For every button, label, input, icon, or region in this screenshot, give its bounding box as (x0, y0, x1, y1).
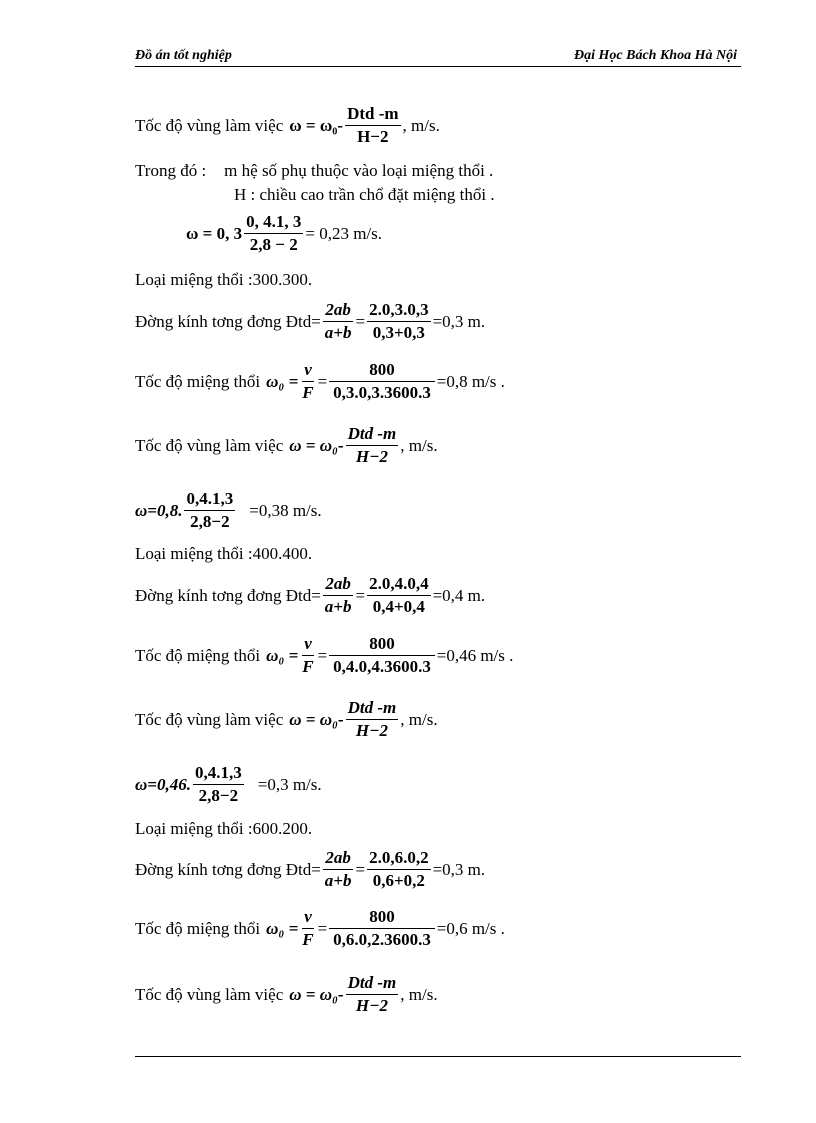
fraction (346, 973, 399, 1016)
numerator: 2ab (323, 848, 353, 870)
diameter-line-3: Đờng kính tơng đơng Đtd= $\frac{2ab}{a+b}$ = $\frac{2.0,6.0,2}{0,6+0,2}$ =0,3 m. (135, 848, 486, 890)
unit: , m/s. (402, 115, 440, 135)
denominator: 0,4+0,4 (372, 597, 425, 616)
numerator: v (302, 907, 314, 929)
numerator: 2ab (323, 574, 353, 596)
label: Đờng kính tơng đơng Đtd= (135, 585, 321, 605)
fraction (300, 360, 315, 403)
label: Tốc độ miệng thổi (135, 645, 261, 665)
unit: , m/s. (400, 984, 438, 1004)
where-label: Trong đó : (135, 161, 207, 180)
denominator: H−2 (355, 447, 388, 466)
denominator: 0,3+0,3 (372, 323, 425, 342)
denominator: a+b (324, 597, 352, 616)
lhs: ω₀ = (266, 645, 299, 665)
result: =0,3 m/s. (257, 774, 322, 794)
section-400 (135, 544, 312, 564)
numerator: Dtd -m (346, 698, 399, 720)
result: = 0,23 m/s. (305, 223, 383, 243)
denominator: 2,8−2 (190, 512, 230, 531)
fraction (184, 489, 235, 532)
header-left: Đồ án tốt nghiệp (135, 48, 232, 63)
velocity-line-3: Tốc độ miệng thổi ω₀ = $\frac{v}{F}$ = $\frac{800}{0,6.0,2.3600.3}$ =0,6 m/s . (135, 907, 505, 949)
page-header (135, 46, 741, 67)
numerator: 2ab (323, 300, 353, 322)
fraction (193, 763, 244, 806)
denominator: F (302, 383, 314, 402)
denominator: F (302, 930, 314, 949)
lhs: ω = 0, 3 (186, 223, 243, 243)
label: Đờng kính tơng đơng Đtd= (135, 859, 321, 879)
section-title: Loại miệng thổi :300.300. (135, 270, 313, 289)
fraction (323, 300, 354, 343)
fraction (323, 848, 354, 891)
unit: , m/s. (400, 435, 438, 455)
label: Tốc độ miệng thổi (135, 371, 261, 391)
label: Tốc độ vùng làm việc (135, 984, 284, 1004)
lhs: ω = ω₀- (289, 709, 344, 729)
header-right: Đại Học Bách Khoa Hà Nội (574, 48, 737, 63)
denominator: 0,3.0,3.3600.3 (333, 383, 431, 402)
formula-line-1 (135, 104, 440, 147)
fraction (323, 574, 354, 617)
numerator: 2.0,6.0,2 (367, 848, 431, 870)
denominator: 2,8−2 (198, 786, 239, 805)
section-300 (135, 270, 312, 290)
where-line (135, 161, 493, 181)
diameter-line-1: Đờng kính tơng đơng Đtd= $\frac{2ab}{a+b}$ = $\frac{2.0,3.0,3}{0,3+0,3}$ =0,3 m. (135, 300, 486, 342)
denominator: 0,6+0,2 (372, 871, 425, 890)
fraction-2 (329, 634, 435, 677)
denominator: H−2 (357, 127, 389, 146)
fraction-2 (329, 360, 435, 403)
lhs: ω=0,8. (135, 500, 183, 520)
numerator: 800 (329, 360, 435, 382)
label: Tốc độ vùng làm việc (135, 709, 284, 729)
lhs: ω = ω₀- (289, 984, 344, 1004)
denominator: 2,8 − 2 (249, 235, 298, 254)
lhs: ω = ω₀- (289, 115, 344, 135)
result: =0,3 m. (432, 311, 486, 331)
label: Tốc độ vùng làm việc (135, 115, 284, 135)
denominator: a+b (324, 323, 352, 342)
numerator: 800 (329, 907, 435, 929)
numerator: 0,4.1,3 (193, 763, 244, 785)
lhs: ω = ω₀- (289, 435, 344, 455)
denominator: H−2 (355, 996, 388, 1015)
result: =0,4 m. (432, 585, 486, 605)
velocity-line-1: Tốc độ miệng thổi ω₀ = $\frac{v}{F}$ = $\frac{800}{0,3.0,3.3600.3}$ =0,8 m/s . (135, 360, 505, 402)
denominator: a+b (324, 871, 352, 890)
numerator: v (302, 634, 314, 656)
where-line-2 (234, 185, 495, 205)
result: =0,6 m/s . (436, 918, 505, 938)
calc-line-3 (135, 763, 322, 806)
fraction-2 (367, 300, 431, 343)
diameter-line-2: Đờng kính tơng đơng Đtd= $\frac{2ab}{a+b}$ = $\frac{2.0,4.0,4}{0,4+0,4}$ =0,4 m. (135, 574, 486, 616)
label: Tốc độ vùng làm việc (135, 435, 284, 455)
numerator: Dtd -m (346, 973, 399, 995)
section-600 (135, 819, 312, 839)
numerator: 0,4.1,3 (184, 489, 235, 511)
numerator: 0, 4.1, 3 (244, 212, 303, 234)
work-zone-line-3 (135, 698, 438, 741)
numerator: Dtd -m (346, 424, 399, 446)
fraction-2 (367, 574, 431, 617)
fraction (300, 907, 315, 950)
calc-line-1 (186, 212, 382, 255)
work-zone-line-4 (135, 973, 438, 1016)
lhs: ω₀ = (266, 371, 299, 391)
fraction (244, 212, 303, 255)
lhs: ω=0,46. (135, 774, 191, 794)
section-title: Loại miệng thổi :400.400. (135, 544, 313, 563)
denominator: F (302, 657, 314, 676)
unit: , m/s. (400, 709, 438, 729)
result: =0,3 m. (432, 859, 486, 879)
fraction (346, 424, 399, 467)
work-zone-line-2 (135, 424, 438, 467)
fraction-2 (367, 848, 431, 891)
section-title: Loại miệng thổi :600.200. (135, 819, 313, 838)
denominator: H−2 (355, 721, 388, 740)
numerator: v (302, 360, 314, 382)
fraction (345, 104, 400, 147)
label: Tốc độ miệng thổi (135, 918, 261, 938)
denominator: 0,4.0,4.3600.3 (333, 657, 431, 676)
numerator: 2.0,4.0,4 (367, 574, 431, 596)
fraction-2 (329, 907, 435, 950)
denominator: 0,6.0,2.3600.3 (333, 930, 431, 949)
fraction (300, 634, 315, 677)
numerator: Dtd -m (345, 104, 400, 126)
result: =0,8 m/s . (436, 371, 505, 391)
numerator: 800 (329, 634, 435, 656)
fraction (346, 698, 399, 741)
velocity-line-2: Tốc độ miệng thổi ω₀ = $\frac{v}{F}$ = $\frac{800}{0,4.0,4.3600.3}$ =0,46 m/s . (135, 634, 514, 676)
where-text: m hệ số phụ thuộc vào loại miệng thổi . (224, 161, 494, 180)
numerator: 2.0,3.0,3 (367, 300, 431, 322)
calc-line-2 (135, 489, 322, 532)
result: =0,38 m/s. (249, 500, 322, 520)
result: =0,46 m/s . (436, 645, 514, 665)
label: Đờng kính tơng đơng Đtd= (135, 311, 321, 331)
footer-rule (135, 1056, 741, 1057)
where-text-2: H : chiều cao trần chổ đặt miệng thổi . (234, 185, 495, 204)
lhs: ω₀ = (266, 918, 299, 938)
